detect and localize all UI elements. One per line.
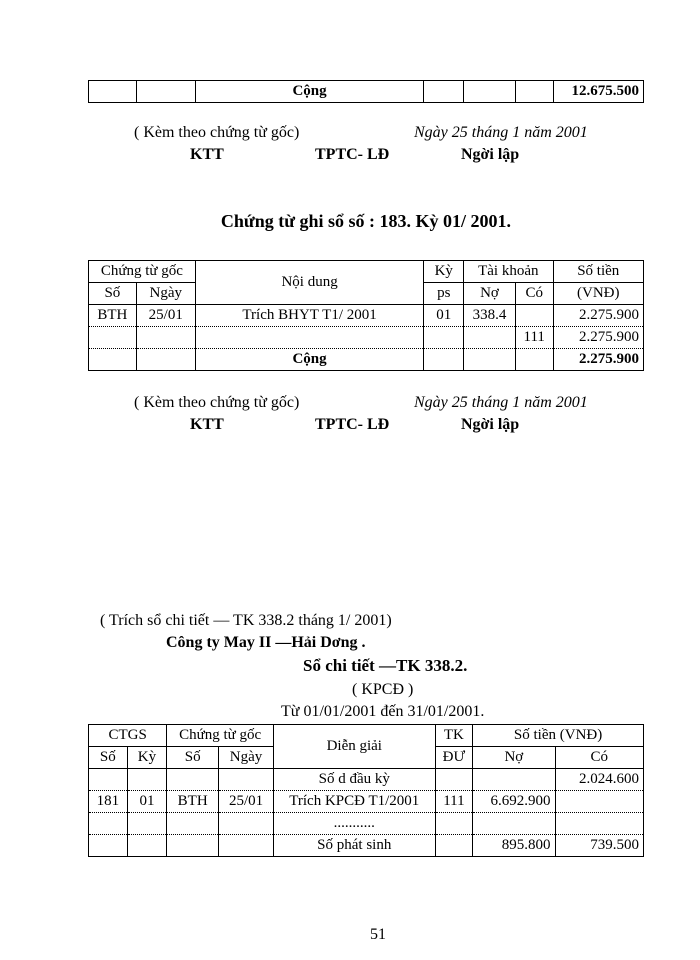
voucher-total-row xyxy=(89,349,644,371)
arising-no: 895.800 xyxy=(473,835,555,857)
col-ngay: Ngày xyxy=(219,747,274,769)
col-so-tien: Số tiền xyxy=(553,261,644,283)
voucher-title: Chứng từ ghi sổ số : 183. Kỳ 01/ 2001. xyxy=(220,211,512,231)
table-row: 181 01 BTH 25/01 Trích KPCĐ T1/2001 111 6.692.900 xyxy=(89,791,644,813)
preparer-label: Ngời lập xyxy=(461,416,520,433)
col-ps: ps xyxy=(424,283,464,305)
col-ky: Kỳ xyxy=(127,747,167,769)
col-no: Nợ xyxy=(473,747,555,769)
attached-note: ( Kèm theo chứng từ gốc) xyxy=(134,394,300,411)
tptc-label: TPTC- LĐ xyxy=(315,416,390,433)
arising-co: 739.500 xyxy=(555,835,643,857)
preparer-label: Ngời lập xyxy=(461,146,520,163)
col-chung-tu-goc: Chứng từ gốc xyxy=(167,725,274,747)
top-total-label: Cộng xyxy=(195,81,424,103)
col-so-goc: Số xyxy=(167,747,219,769)
voucher-total-amount: 2.275.900 xyxy=(553,349,644,371)
ledger-excerpt: ( Trích sổ chi tiết — TK 338.2 tháng 1/ 2001) xyxy=(100,612,392,629)
ledger-table xyxy=(88,724,644,857)
col-ngay: Ngày xyxy=(136,283,195,305)
col-vnd: (VNĐ) xyxy=(553,283,644,305)
ktt-label: KTT xyxy=(190,416,224,433)
ledger-subtitle: ( KPCĐ ) xyxy=(352,681,414,698)
signature-date: Ngày 25 tháng 1 năm 2001 xyxy=(414,124,588,141)
arising-row xyxy=(89,835,644,857)
opening-co: 2.024.600 xyxy=(555,769,643,791)
opening-balance-row xyxy=(89,769,644,791)
col-du: ĐƯ xyxy=(435,747,473,769)
col-chung-tu-goc: Chứng từ gốc xyxy=(89,261,196,283)
top-total-table xyxy=(88,80,644,103)
page-number: 51 xyxy=(370,926,386,943)
voucher-total-label: Cộng xyxy=(195,349,424,371)
col-noi-dung: Nội dung xyxy=(195,261,424,305)
ktt-label: KTT xyxy=(190,146,224,163)
col-co: Có xyxy=(555,747,643,769)
col-so-tien: Số tiền (VNĐ) xyxy=(473,725,644,747)
arising-label: Số phát sinh xyxy=(273,835,435,857)
tptc-label: TPTC- LĐ xyxy=(315,146,390,163)
ellipsis: ........... xyxy=(273,813,435,835)
col-dien-giai: Diễn giải xyxy=(273,725,435,769)
table-row: 111 2.275.900 xyxy=(89,327,644,349)
col-no: Nợ xyxy=(464,283,516,305)
voucher-table xyxy=(88,260,644,371)
signature-date: Ngày 25 tháng 1 năm 2001 xyxy=(414,394,588,411)
col-tai-khoan: Tài khoản xyxy=(464,261,553,283)
col-ky: Kỳ xyxy=(424,261,464,283)
col-ctgs: CTGS xyxy=(89,725,167,747)
col-so: Số xyxy=(89,747,128,769)
ledger-period: Từ 01/01/2001 đến 31/01/2001. xyxy=(281,703,485,720)
ellipsis-row xyxy=(89,813,644,835)
col-tk: TK xyxy=(435,725,473,747)
ledger-title: Sổ chi tiết —TK 338.2. xyxy=(303,656,468,675)
opening-label: Số d đầu kỳ xyxy=(273,769,435,791)
attached-note: ( Kèm theo chứng từ gốc) xyxy=(134,124,300,141)
col-so: Số xyxy=(89,283,137,305)
table-row: BTH 25/01 Trích BHYT T1/ 2001 01 338.4 2.275.900 xyxy=(89,305,644,327)
company-name: Công ty May II —Hải Dơng . xyxy=(166,634,366,651)
col-co: Có xyxy=(515,283,553,305)
top-total-amount: 12.675.500 xyxy=(553,81,644,103)
